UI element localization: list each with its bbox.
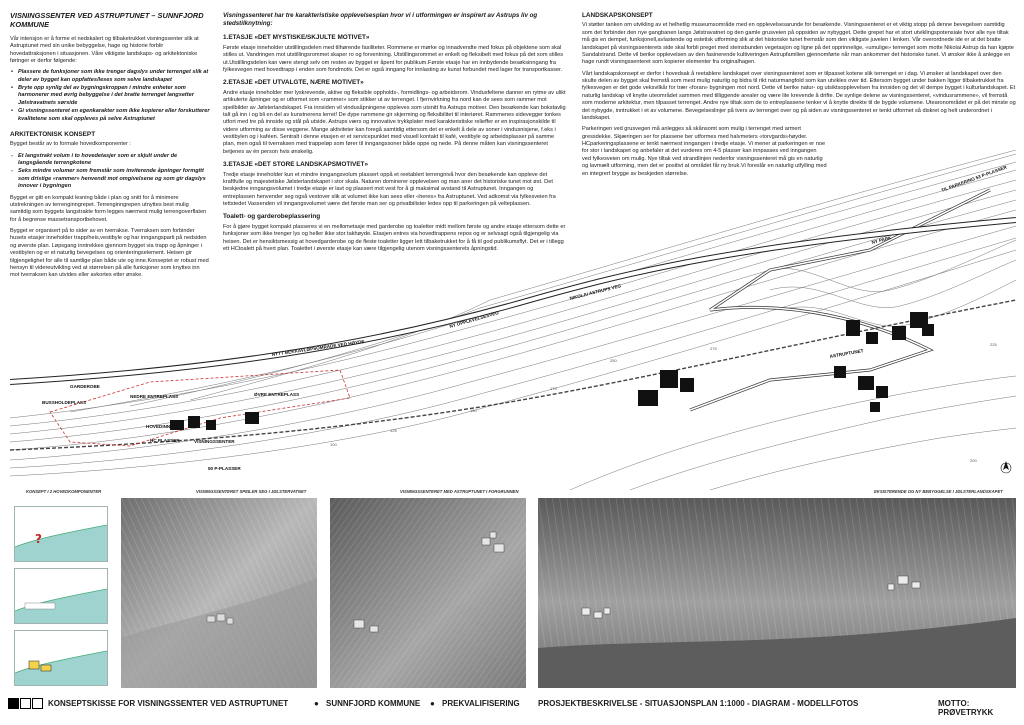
section-heading: LANDSKAPSKONSEPT [582, 12, 653, 19]
square-outline-icon [32, 698, 43, 709]
caption: EKSISTERENDE OG NY BEBYGGELSE I JØLSTERLANDSKAPET [874, 489, 1003, 494]
paragraph: For å gjøre bygget kompakt plasseres vi en mellometasje med garderobe og toaletter midt mellom første og andre etasje ettersom dette er funksjoner som ikke trenger lys og heller ikke stor takhøyde. Etasjen entres via hovedtrappens repos og er selvsagt også tilgjengelig via heisen. Det er hensiktsmessig at hovedgarderobe og de fleste toaletter ligger lett tilbaketrukket for å få til god publikumsflyt. Det er i tillegg ett HCtoalett på hvert plan. Toalettet i øverste etasje kan være tilgjengelig utenom visningssenterets åpningstid. [223, 223, 566, 253]
paragraph: Bygget består av to formale hovedkomponenter : [10, 141, 131, 148]
label-ny-opplevelsesveg: NY OPPLEVELSESVEG [448, 310, 500, 329]
footer-title: KONSEPTSKISSE FOR VISNINGSSENTER VED ASTRUPTUNET [48, 699, 289, 708]
contour-label: 100 [330, 442, 337, 447]
model-photo-3 [538, 498, 1016, 688]
caption: VISNINGSSENTERET SPEILER SEG I JØLSTERVATNET [196, 489, 307, 494]
contour-label: 175 [550, 386, 557, 391]
label-garderobe: GARDEROBE [70, 384, 100, 389]
label-hovedinngang: HOVEDINNGANG [146, 424, 185, 429]
north-arrow-icon [1001, 461, 1011, 473]
footer-description: PROSJEKTBESKRIVELSE - SITUASJONSPLAN 1:1000 - DIAGRAM - MODELLFOTOS [538, 699, 859, 708]
contour-label: 150 [470, 408, 477, 413]
concept-diagram [14, 568, 108, 624]
label-hc-plasser: HC PLASSER [150, 438, 180, 443]
principle-bullet: • Bryte opp synlig del av bygningskroppen i mindre enheter som harmonerer med øvrig bebyggelse i det bratte terrenget langsetter Jølstravatnets sørside [18, 85, 210, 107]
label-bussholdeplass: BUSSHOLDEPLASS [42, 400, 87, 405]
footer-motto: MOTTO: PRØVETRYKK [938, 699, 994, 717]
paragraph: Vårt landskapskonsept er derfor i hovedsak å reetablere landskapet over visningssenteret som er tilpasset kotene slik terrenget er i dag. Vi ønsker at landskapet over den skulte delen av bygget skal fremstå som mest mulig naturlig og bidra til rikt naturmangfold som kan utvikles over tid. Ettersom bygget under bakken ligger tilbaketrukket fra fylkesvegen er det gode veksvilkår for trær «foran» bygningen mot nord. Dette vil berike natur- og utsiktsopplevelsen fra innsiden og det vil dempe bygget i kulturlandskapet. Et naturlig landskap vil knytte uteområdet sammen med tilliggende arealer og være lite krevende å drifte. De synlige delene av visningssenteret, «vindusrammene», vil fremstå som moderne arkitektur, men tilpasset terrenget. Andre nye tiltak som de to entreplassene tenker vi å knytte direkte til de bygde volumene. Utearonområdet er på det minste og det nybygde, inntrukket i et av volumene. Bevegelseslinjer på tvers av terrenget over og på siden av visningssenteret er tenkt utformet så diskret og helt underordnet i landskapet. [582, 70, 1016, 121]
contour-label: 200 [970, 458, 977, 463]
label-ny-park: NY PARK [871, 235, 892, 245]
section-heading: 2.ETASJE «DET UTVALGTE, NÆRE MOTIVET» [223, 79, 364, 87]
paragraph: Parkeringen ved grusvegen må anlegges så skånsomt som mulig i terrenget med armert gressdekke. Skjæringen ser for plassene ber utformes med halvmeters «torvgards»høyder. HCparkeringsplassene er tenkt nærmest inngangen i tredje etasje. Vi mener at parkeringen er noe for stor i landskapet og anbefaler at det vurderes om 4-5 plasser kan innpasses ved inngangen ved fylkesveien om mulig. Nye tiltak ved strandlinjen nedenfor visningssenteret må gis en naturlig og lavmælt utforming, men det er positivt at området får ny bruk.Vi foreslår en naturlig utfylling med en integrert brygge av beskjeden størrelse. [582, 126, 827, 177]
label-astruptunet: ASTRUPTUNET [829, 348, 864, 359]
label-ovre-entreplass: ØVRE ENTREPLASS [254, 392, 300, 397]
fylkesvei-road [10, 220, 1016, 382]
section-heading: ARKITEKTONISK KONSEPT [10, 130, 96, 138]
footer-bar [8, 694, 1016, 717]
concept-diagram [14, 630, 108, 686]
model-photo-1 [121, 498, 317, 688]
paragraph: Tredje etasje inneholder kun et mindre inngangsvolum plassert oppå et reetablert terrengnivå hvor den besøkende kan oppleve det kraftfulle og majestetiske Jølsterlandskapet i stor skala. Naturen dominerer opplevelsen og man aner det historiske tunet mot øst. Det beskjedne inngangsvolumet i tredje etasje er lavt og plassert mot vest for å gi maksimal avstand til Astruptunet. Inngangen og entreplassen henvender seg også vestover slik at volumet ikke kan sees eller «heres» fra Astruptunet. Ved adkomst via fylkesveien fra tettstedet Vassenden vil inngangsvolumet være det første man ser og privatbilister ledes opp til parkeringen på velteplassen. [223, 171, 556, 208]
label-parkering: TIL PARKERING 53 P-PLASSER [940, 164, 1008, 193]
intro-paragraph: Vår intensjon er å forme et nedskalert og tilbaketrukket visningssenter slik at Astruptunet med sin unike bebyggelse, hage og historie forblir hovedattraksjonen i situasjonen. Våre viktigste landskaps- og arkitektoniske føringer er derfor følgende: [10, 35, 199, 64]
label-visningssenter: VISNINGSSENTER [194, 439, 235, 444]
intro-subtitle: Visningssenteret har tre karakteristiske opplevelsesplan hvor vi i utformingen er inspirert av Astrups liv og stedstilknytning: [223, 12, 538, 28]
concept-diagram [14, 506, 108, 562]
square-filled-icon [8, 698, 19, 709]
principle-bullet: • Gi visningssenteret en egenkarakter som ikke kopierer eller forskutterer kvalitetene som skal oppleves på selve Astruptunet [18, 108, 210, 123]
paragraph: Vi støtter tanken om utvikling av et helhetlig museumsområde med en opplevelsesarunde for besøkende. Visningssenteret er et viktig stopp på denne bevegelsen samtidig som det forbinder den nye gangbanen langs Jølstravatnet og den gamle grusveien på oppsiden av nybygget. Dette grepet har et stort utviklingspotensiale hvor alle nye tiltak må gis en dempet, funksjonell,avlastende og estetisk utforming slik at det historiske tunet fremstår som den viktigste juvelen i lenken. Vår overordnede ide er at det bratte landskapet på visningssenterets side skal forbli preget med steinsbunden vegetasjon og ligne på det opprinnelige, «umulige» terrenget som motte Nikolai Astrup da han kjøpte Sandalstrand. Dette vil berike opplevelsen av den fasinerende kultiveringen Astrupfamilien gjennomførte når man ankommer det historiske tunet. Vi ønsker ikke å anlegge en hage rundt visningssenteret som kopierer elementer fra originalhagen. [582, 22, 1014, 66]
site-plan [10, 150, 1016, 490]
footer-stage: PREKVALIFISERING [442, 699, 520, 708]
component-bullet: - Et langstrakt volum i to hovedetasjer som er skjult under de langsgående terrengkotene [18, 153, 210, 168]
bullet-dot-icon: ● [430, 699, 435, 708]
model-photo-2 [330, 498, 526, 688]
footer-municipality: SUNNFJORD KOMMUNE [326, 699, 421, 708]
page-title: VISNINGSSENTER VED ASTRUPTUNET – SUNNFJORD KOMMUNE [10, 11, 204, 29]
paragraph: Andre etasje inneholder mer lyskrevende, aktive og fleksible oppholds-, formidlings- og arbeidsrom. Vindusfeltene danner en rytme av ulikt artikulerte åpninger og er utformet som «rammer» som stikker ut av terrenget. I fjernvirkning fra nord kan de sees som rammer mot speilbilder av Jølsterlandskapet. Fra innsiden vil vindusåpningene oppleves som utsnitt fra Astrups motiver. Den besøkende kan bokstavlig talt gå inn i og bli en del av kunstnerens lerret! De dype rammene gir skjerming og fleksibilitet til interiøret. Rammenes sidevegger tonkes utfort med tre på innside og stål på utside. Astrups værs og innovative trykkplater med karakteristiske relieffer er en inspirasjonskilde til videre utforming av disse veggene. Mange aktiviteter kan foregå samtidig ettersom det er enkelt å dele av soner i vindusnisjene, f.eks i vestibylen og i kaféen. Sentralt i denne etasjen er et servicepunktet med visuell kontakt til kafé, vestibyle og arbeidsplasser på samme plan, men også til tverraksen med trappeløp som fører til inngangssoner både oppe og nede. På denne måten kan visningssenteret betjenes av én person hvis ønskelig. [223, 89, 566, 155]
caption: KONSEPT I 2 HOVEDKOMPONENTER [26, 489, 102, 494]
contour-label: 225 [990, 342, 997, 347]
paragraph: Første etasje inneholder utstillingsdelen med tilhørende fasiliteter. Rommene er mørke og innadvendte med fokus på objektene som skal stilles ut. Vandringen mot utstillingsrommet skaper ro og forventning. Utstillingsrommet er enkelt og fleksibelt med fokus på det som stilles ut.Utstillingsdelen kan være stengt selv om resten av bygget er åpent for publikum.Første etasje har en innbydende besøksinngang fra fylkesvegen med hovedtrapp i enden som fondmotiv. Det er også inngang for innlasting av kunst forbundet med lager for transportkasser. [223, 44, 564, 73]
section-heading: 3.ETASJE «DET STORE LANDSKAPSMOTIVET» [223, 161, 368, 169]
label-nikolai-astrups-veg: NIKOLAI ASTRUPS VEG [569, 283, 622, 301]
section-heading: Toalett- og garderobeplassering [223, 213, 321, 221]
component-bullet: - Seks mindre volumer som fremstår som inviterende åpninger formgitt som dristige «rammer» henvendt mot omgivelsene og som gir dagslys innover i bygningen [18, 168, 210, 190]
contour-label: 275 [710, 346, 717, 351]
bullet-dot-icon: ● [314, 699, 319, 708]
label-nedre-entreplass: NEDRE ENTREPLASS [130, 394, 179, 399]
question-mark-icon: ? [35, 532, 42, 546]
square-outline-icon [20, 698, 31, 709]
buildings [170, 312, 934, 430]
contour-label: 125 [390, 428, 397, 433]
contour-label: 250 [610, 358, 617, 363]
paragraph: Bygget er gitt en kompakt lesning både i plan og snitt for å minimere utstrekningen av terrenginngrepet. Terrenginngrepen utnyttes best mulig samtidig som byggets langstrakte form legges nærmest mulig terrengoverflaten for å begrense massetransportbehovet. [10, 194, 207, 223]
label-nytt-bekkeomraade: NYTT BEKKAVLØPSOMRÅDE VED HØYDE [271, 339, 365, 357]
paragraph: Bygget er organisert på to sider av en tverrakse. Tverraksen som forbinder husets etasjer inneholder trapp/heis,vestibyle og har inngangsparti på nedsiden og øverste plan. Løpsgang inntrekkes gjennom bygget via trapp og åpninger i vestibylen og er et naturlig bevegelses og orienteringselement. Heisen gir tilgjengelighet for alle til samtlige plan både ute og inne.Konseptet er robust med hensyn til videreutvikling ved at størrelsen på alle funksjoner som knyttes inn mot tverraksen kan utvides eller avkortes etter ønske. [10, 228, 209, 279]
label-p-plasser: 50 P-PLASSER [208, 466, 241, 471]
principle-bullet: • Plassere de funksjoner som ikke trenger dagslys under terrenget slik at deler av bygget kan oppfattes/leses som selve landskapet [18, 69, 210, 84]
caption: VISNINGSSENTERET MED ASTRUPTUNET I FORGRUNNEN [400, 489, 519, 494]
section-heading: 1.ETASJE «DET MYSTISKE/SKJULTE MOTIVET» [223, 34, 370, 42]
